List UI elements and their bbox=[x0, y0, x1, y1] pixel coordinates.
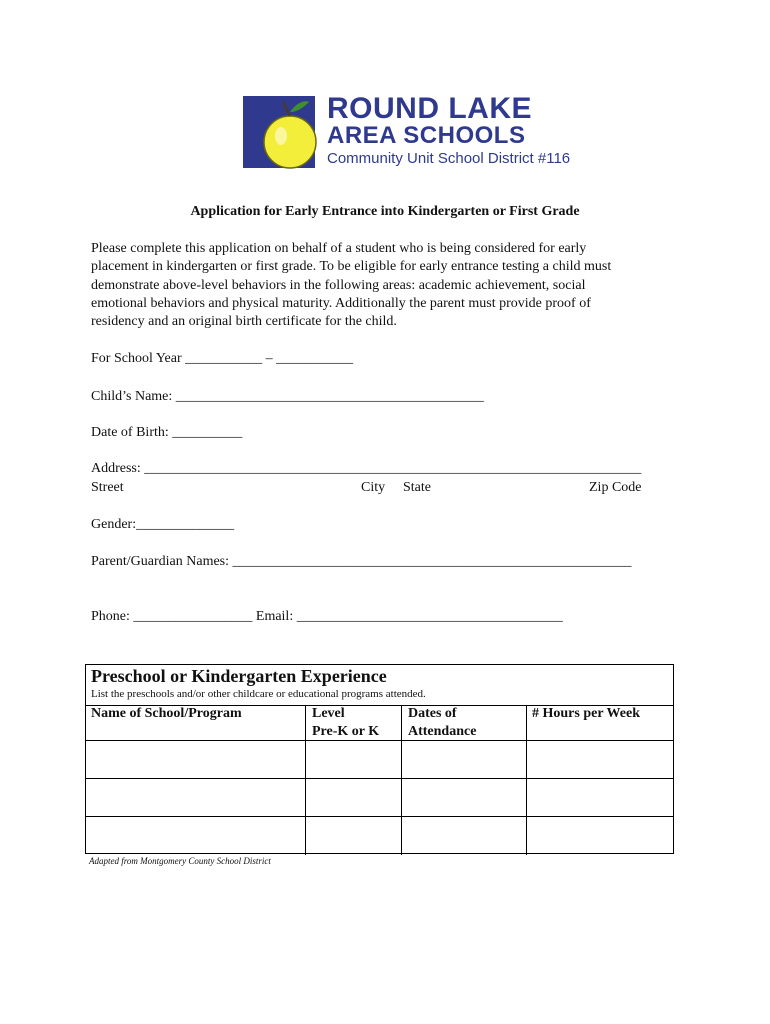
district-logo bbox=[243, 92, 571, 170]
column-divider bbox=[526, 705, 527, 855]
gender-field[interactable]: Gender:______________ bbox=[91, 517, 235, 532]
intro-line: Please complete this application on behalf of a student who is being considered for early bbox=[91, 241, 587, 256]
phone-email-field[interactable]: Phone: _________________ Email: ______________________________________ bbox=[91, 609, 563, 624]
address-city-label: City bbox=[361, 480, 386, 495]
date-of-birth-field[interactable]: Date of Birth: __________ bbox=[91, 425, 243, 440]
logo-line-1: ROUND LAKE bbox=[327, 92, 532, 125]
intro-line: demonstrate above-level behaviors in the following areas: academic achievement, social bbox=[91, 277, 586, 293]
experience-table bbox=[85, 664, 674, 854]
address-field[interactable]: Address: _______________________________________________________________________ bbox=[91, 461, 642, 476]
intro-line: residency and an original birth certificate for the child. bbox=[91, 314, 397, 330]
parent-names-field[interactable]: Parent/Guardian Names: _________________________________________________________ bbox=[91, 554, 632, 569]
logo-line-3: Community Unit School District #116 bbox=[327, 150, 571, 167]
col-header-dates-1: Dates of bbox=[408, 706, 457, 721]
col-header-level-1: Level bbox=[312, 706, 345, 721]
address-street-label: Street bbox=[91, 480, 124, 495]
col-header-level-2: Pre-K or K bbox=[312, 724, 380, 739]
school-year-field[interactable]: For School Year ___________ – ___________ bbox=[91, 351, 354, 366]
footnote: Adapted from Montgomery County School District bbox=[89, 856, 271, 866]
address-state-label: State bbox=[403, 480, 431, 495]
row-divider bbox=[86, 740, 673, 741]
logo-line-2: AREA SCHOOLS bbox=[327, 122, 526, 149]
table-subtitle: List the preschools and/or other childcare or educational programs attended. bbox=[91, 688, 426, 700]
column-divider bbox=[401, 705, 402, 855]
table-header bbox=[86, 665, 673, 706]
row-divider bbox=[86, 816, 673, 817]
column-divider bbox=[305, 705, 306, 855]
apple-icon bbox=[243, 96, 315, 168]
page-title: Application for Early Entrance into Kindergarten or First Grade bbox=[190, 204, 580, 219]
address-zip-label: Zip Code bbox=[589, 480, 642, 495]
col-header-hours: # Hours per Week bbox=[532, 706, 640, 721]
row-divider bbox=[86, 778, 673, 779]
col-header-name: Name of School/Program bbox=[91, 706, 242, 721]
table-title: Preschool or Kindergarten Experience bbox=[91, 666, 387, 686]
col-header-dates-2: Attendance bbox=[408, 724, 477, 739]
intro-line: emotional behaviors and physical maturity. Additionally the parent must provide proof of bbox=[91, 295, 591, 311]
intro-line: placement in kindergarten or first grade. To be eligible for early entrance testing a child must bbox=[91, 259, 612, 275]
intro-paragraph bbox=[91, 240, 671, 331]
child-name-field[interactable]: Child’s Name: ____________________________________________ bbox=[91, 389, 484, 404]
